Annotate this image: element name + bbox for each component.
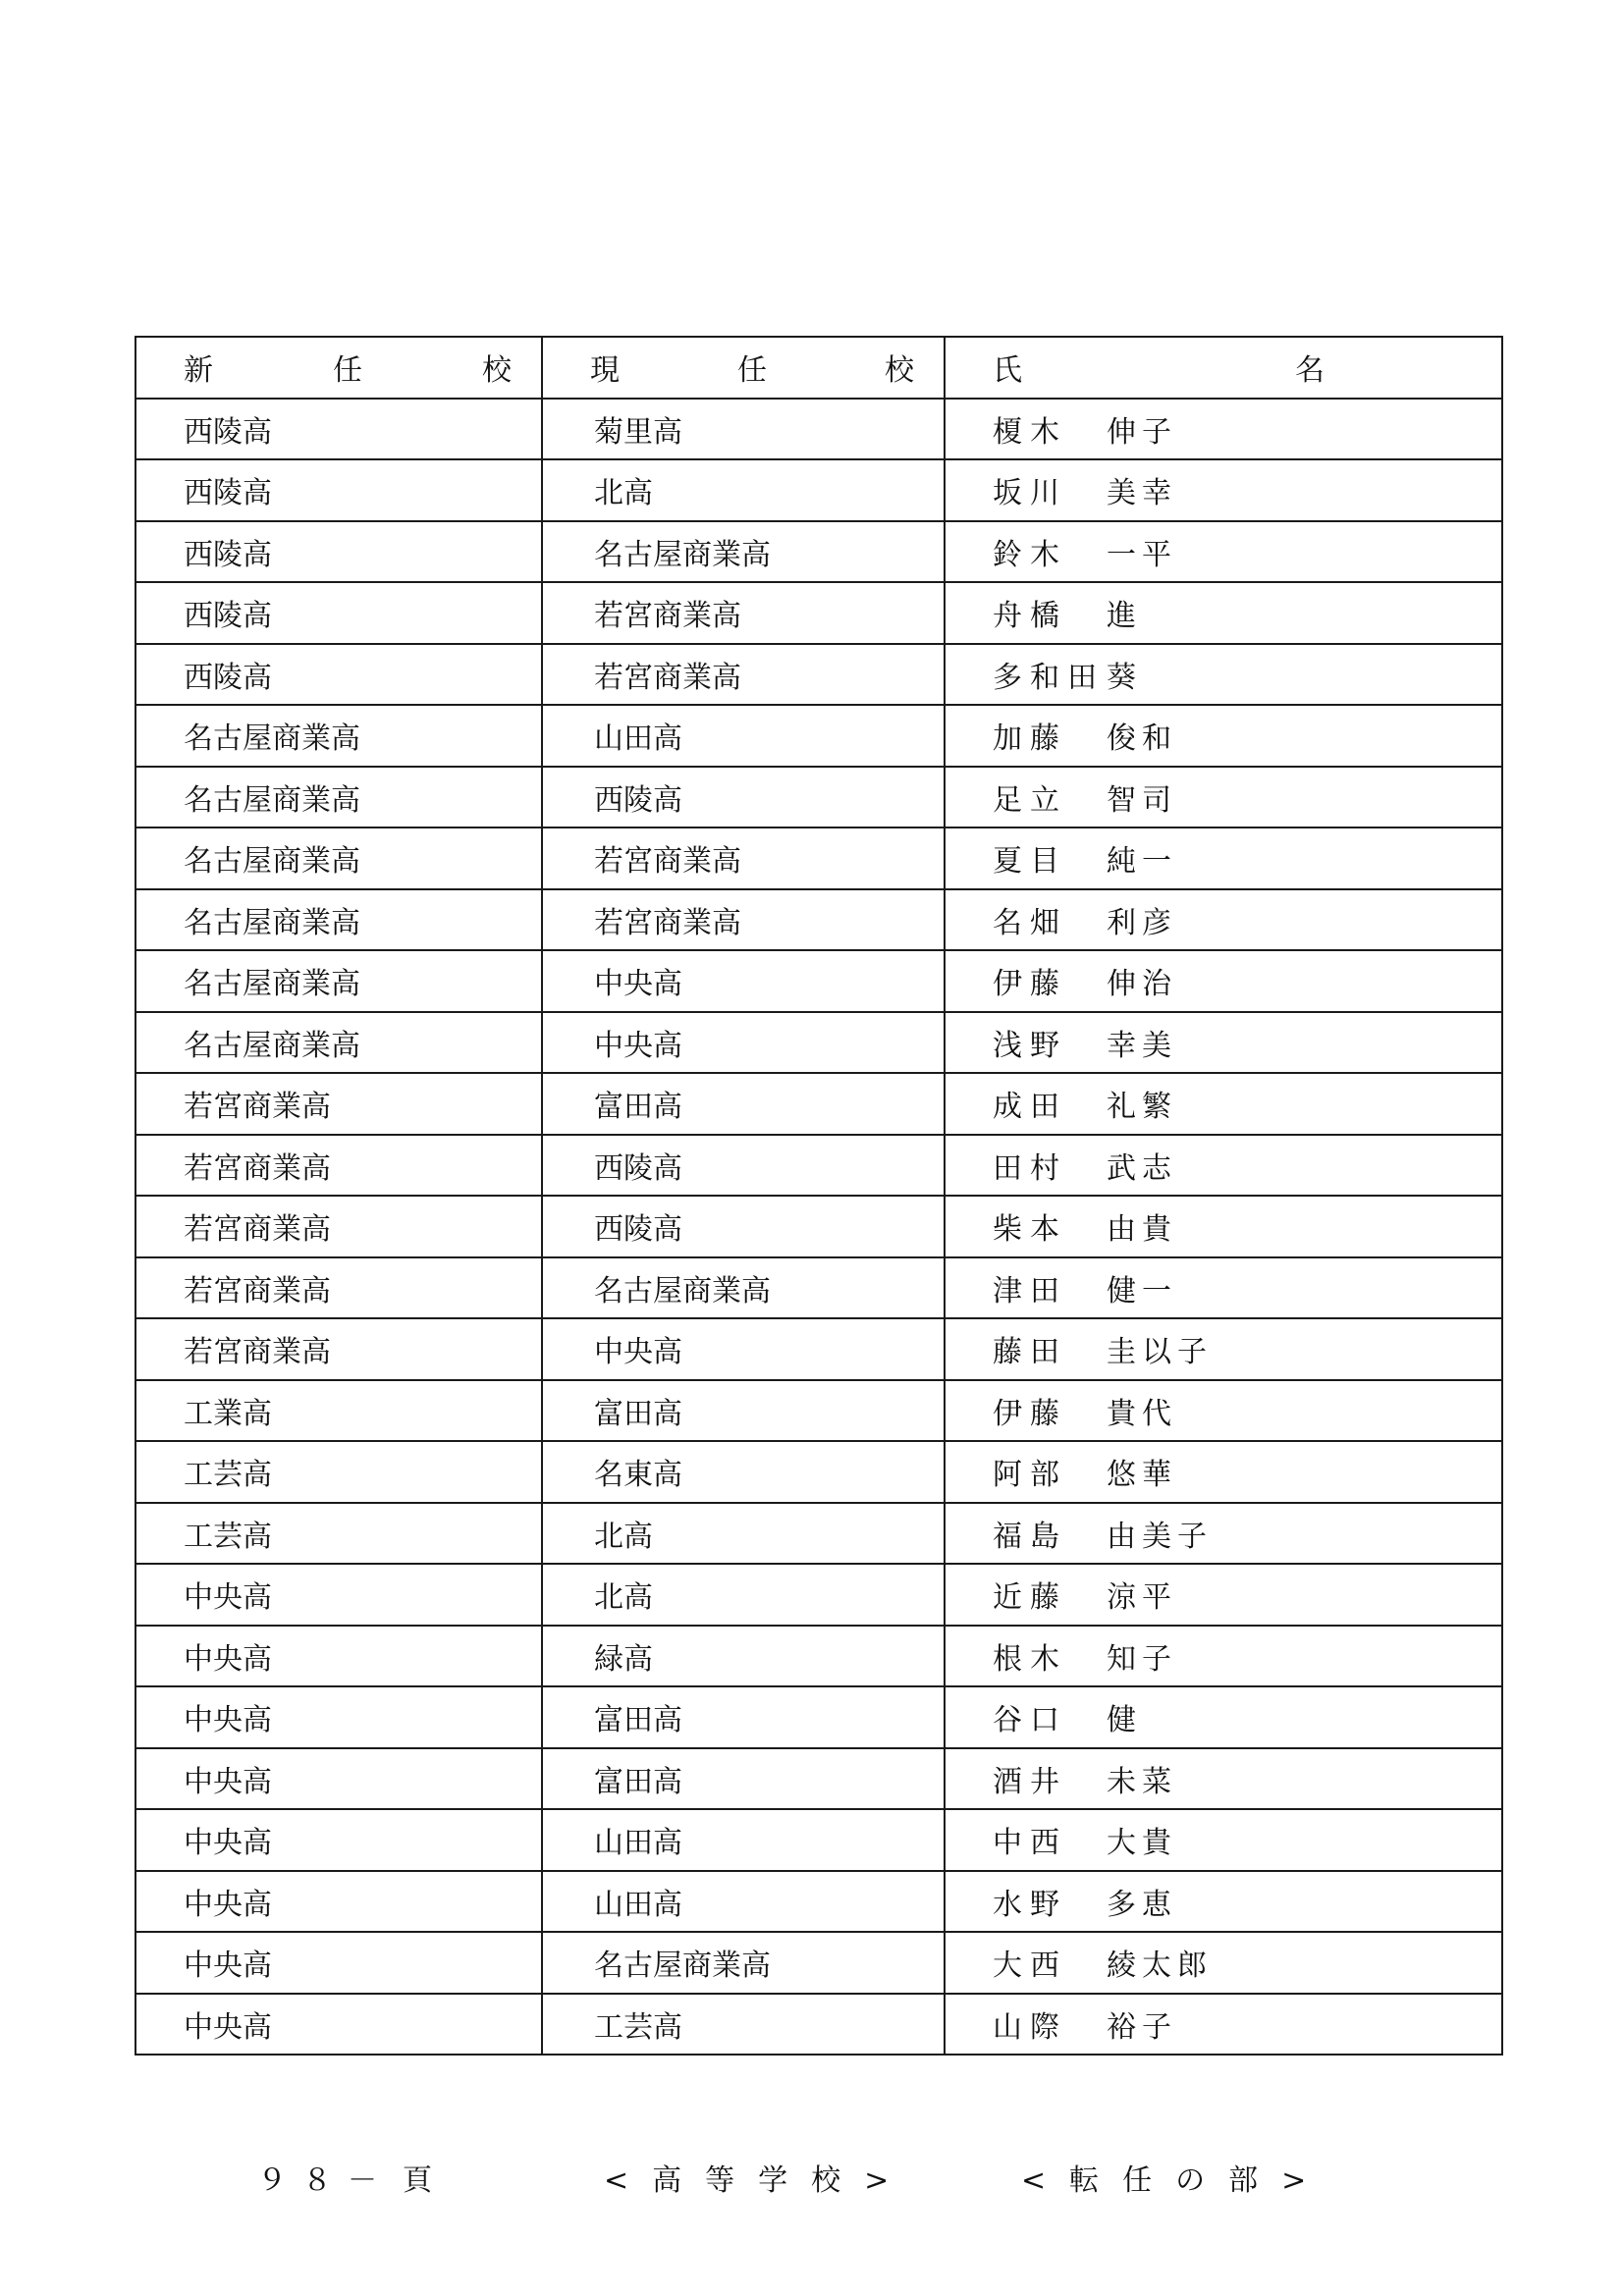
name-cell (945, 1932, 1502, 1994)
new-school-cell: 西陵高 (135, 521, 542, 583)
surname: 坂川 (993, 476, 1067, 511)
name-cell (945, 889, 1502, 951)
table-row (135, 1932, 1502, 1994)
given-name: 葵 (1107, 660, 1142, 695)
current-school-cell: 名古屋商業高 (542, 521, 945, 583)
surname: 鈴木 (993, 537, 1067, 572)
new-school-cell: 西陵高 (135, 582, 542, 644)
new-school-cell: 名古屋商業高 (135, 889, 542, 951)
name-cell (945, 521, 1502, 583)
surname: 阿部 (993, 1458, 1067, 1493)
given-name: 由美子 (1107, 1519, 1213, 1554)
given-name: 俊和 (1107, 721, 1177, 757)
given-name: 利彦 (1107, 905, 1177, 940)
page-footer (0, 2156, 1623, 2203)
table-row (135, 1871, 1502, 1933)
new-school-cell: 若宮商業高 (135, 1135, 542, 1197)
current-school-cell: 富田高 (542, 1073, 945, 1135)
name-cell (945, 1994, 1502, 2056)
new-school-cell: 若宮商業高 (135, 1073, 542, 1135)
name-cell (945, 1809, 1502, 1871)
table-row (135, 767, 1502, 828)
page-unit: 頁 (403, 2163, 456, 2198)
new-school-cell: 中央高 (135, 1626, 542, 1687)
new-school-cell: 西陵高 (135, 644, 542, 706)
name-cell (945, 1135, 1502, 1197)
new-school-cell: 中央高 (135, 1809, 542, 1871)
current-school-cell: 山田高 (542, 1871, 945, 1933)
table-row (135, 705, 1502, 767)
surname: 根木 (993, 1641, 1067, 1677)
current-school-cell: 富田高 (542, 1380, 945, 1442)
new-school-cell: 若宮商業高 (135, 1196, 542, 1257)
new-school-cell: 中央高 (135, 1748, 542, 1810)
current-school-cell: 山田高 (542, 705, 945, 767)
current-school-cell: 工芸高 (542, 1994, 945, 2056)
current-school-cell: 名古屋商業高 (542, 1932, 945, 1994)
table-row (135, 1748, 1502, 1810)
surname: 足立 (993, 782, 1067, 818)
surname: 多和田 (993, 660, 1105, 695)
current-school-cell: 名古屋商業高 (542, 1257, 945, 1319)
current-school-cell: 名東高 (542, 1441, 945, 1503)
table-row (135, 1012, 1502, 1074)
surname: 成田 (993, 1090, 1067, 1125)
header-name: 氏 名 (945, 337, 1502, 399)
current-school-cell: 北高 (542, 1503, 945, 1565)
given-name: 礼繁 (1107, 1090, 1177, 1125)
table-row (135, 1318, 1502, 1380)
page-number: ９８－ (257, 2163, 393, 2198)
surname: 柴本 (993, 1212, 1067, 1248)
new-school-cell: 名古屋商業高 (135, 950, 542, 1012)
given-name: 健 (1107, 1703, 1142, 1738)
header-new-school: 新 任 校 (135, 337, 542, 399)
surname: 水野 (993, 1887, 1067, 1922)
given-name: 大貴 (1107, 1826, 1177, 1861)
current-school-cell: 緑高 (542, 1626, 945, 1687)
surname: 中西 (993, 1826, 1067, 1861)
name-cell (945, 399, 1502, 460)
name-cell (945, 828, 1502, 889)
new-school-cell: 若宮商業高 (135, 1257, 542, 1319)
current-school-cell: 北高 (542, 459, 945, 521)
table-row (135, 1809, 1502, 1871)
given-name: 美幸 (1107, 476, 1177, 511)
given-name: 涼平 (1107, 1580, 1177, 1616)
given-name: 知子 (1107, 1641, 1177, 1677)
surname: 藤田 (993, 1335, 1067, 1370)
current-school-cell: 西陵高 (542, 1135, 945, 1197)
new-school-cell: 名古屋商業高 (135, 767, 542, 828)
new-school-cell: 中央高 (135, 1932, 542, 1994)
given-name: 伸子 (1107, 414, 1177, 450)
current-school-cell: 北高 (542, 1564, 945, 1626)
table-row (135, 644, 1502, 706)
surname: 大西 (993, 1949, 1067, 1984)
name-cell (945, 1257, 1502, 1319)
surname: 加藤 (993, 721, 1067, 757)
new-school-cell: 名古屋商業高 (135, 828, 542, 889)
given-name: 未菜 (1107, 1764, 1177, 1799)
name-cell (945, 1012, 1502, 1074)
table-row (135, 950, 1502, 1012)
name-cell (945, 950, 1502, 1012)
table-row (135, 1135, 1502, 1197)
current-school-cell: 富田高 (542, 1686, 945, 1748)
given-name: 幸美 (1107, 1028, 1177, 1063)
table-row (135, 1564, 1502, 1626)
new-school-cell: 工芸高 (135, 1441, 542, 1503)
surname: 榎木 (993, 414, 1067, 450)
table-row (135, 399, 1502, 460)
name-cell (945, 767, 1502, 828)
given-name: 進 (1107, 599, 1142, 634)
name-cell (945, 1748, 1502, 1810)
current-school-cell: 中央高 (542, 1012, 945, 1074)
surname: 酒井 (993, 1764, 1067, 1799)
surname: 舟橋 (993, 599, 1067, 634)
table-row (135, 1994, 1502, 2056)
table-row (135, 582, 1502, 644)
surname: 谷口 (993, 1703, 1067, 1738)
new-school-cell: 西陵高 (135, 399, 542, 460)
new-school-cell: 工芸高 (135, 1503, 542, 1565)
transfer-table (135, 336, 1503, 2056)
new-school-cell: 若宮商業高 (135, 1318, 542, 1380)
new-school-cell: 名古屋商業高 (135, 705, 542, 767)
name-cell (945, 644, 1502, 706)
header-current-school: 現 任 校 (542, 337, 945, 399)
table-header-row (135, 337, 1502, 399)
name-cell (945, 1441, 1502, 1503)
given-name: 伸治 (1107, 967, 1177, 1002)
table-row (135, 459, 1502, 521)
given-name: 多恵 (1107, 1887, 1177, 1922)
section-label: <転任の部> (1021, 2163, 1330, 2198)
new-school-cell: 中央高 (135, 1686, 542, 1748)
current-school-cell: 山田高 (542, 1809, 945, 1871)
surname: 伊藤 (993, 967, 1067, 1002)
surname: 浅野 (993, 1028, 1067, 1063)
current-school-cell: 富田高 (542, 1748, 945, 1810)
given-name: 健一 (1107, 1273, 1177, 1308)
current-school-cell: 若宮商業高 (542, 582, 945, 644)
current-school-cell: 若宮商業高 (542, 889, 945, 951)
current-school-cell: 菊里高 (542, 399, 945, 460)
name-cell (945, 1073, 1502, 1135)
table-row (135, 521, 1502, 583)
name-cell (945, 1196, 1502, 1257)
table-row (135, 1686, 1502, 1748)
table-row (135, 1380, 1502, 1442)
table-row (135, 889, 1502, 951)
table-row (135, 1257, 1502, 1319)
table-row (135, 828, 1502, 889)
name-cell (945, 1626, 1502, 1687)
new-school-cell: 名古屋商業高 (135, 1012, 542, 1074)
surname: 山際 (993, 2009, 1067, 2045)
name-cell (945, 582, 1502, 644)
table-row (135, 1196, 1502, 1257)
current-school-cell: 西陵高 (542, 767, 945, 828)
new-school-cell: 中央高 (135, 1564, 542, 1626)
given-name: 圭以子 (1107, 1335, 1213, 1370)
surname: 近藤 (993, 1580, 1067, 1616)
current-school-cell: 中央高 (542, 1318, 945, 1380)
new-school-cell: 中央高 (135, 1871, 542, 1933)
new-school-cell: 中央高 (135, 1994, 542, 2056)
table-row (135, 1073, 1502, 1135)
table-row (135, 1503, 1502, 1565)
name-cell (945, 1503, 1502, 1565)
given-name: 裕子 (1107, 2009, 1177, 2045)
school-level-label: <高等学校> (604, 2163, 913, 2198)
current-school-cell: 中央高 (542, 950, 945, 1012)
surname: 夏目 (993, 844, 1067, 880)
name-cell (945, 1380, 1502, 1442)
given-name: 武志 (1107, 1150, 1177, 1186)
new-school-cell: 工業高 (135, 1380, 542, 1442)
given-name: 智司 (1107, 782, 1177, 818)
new-school-cell: 西陵高 (135, 459, 542, 521)
surname: 名畑 (993, 905, 1067, 940)
given-name: 悠華 (1107, 1458, 1177, 1493)
surname: 福島 (993, 1519, 1067, 1554)
table-body (135, 399, 1502, 2056)
name-cell (945, 1686, 1502, 1748)
name-cell (945, 1318, 1502, 1380)
name-cell (945, 1871, 1502, 1933)
surname: 田村 (993, 1150, 1067, 1186)
current-school-cell: 若宮商業高 (542, 644, 945, 706)
name-cell (945, 459, 1502, 521)
current-school-cell: 西陵高 (542, 1196, 945, 1257)
table-row (135, 1441, 1502, 1503)
given-name: 由貴 (1107, 1212, 1177, 1248)
name-cell (945, 705, 1502, 767)
given-name: 純一 (1107, 844, 1177, 880)
name-cell (945, 1564, 1502, 1626)
surname: 津田 (993, 1273, 1067, 1308)
surname: 伊藤 (993, 1396, 1067, 1431)
table-row (135, 1626, 1502, 1687)
current-school-cell: 若宮商業高 (542, 828, 945, 889)
given-name: 一平 (1107, 537, 1177, 572)
given-name: 綾太郎 (1107, 1949, 1213, 1984)
given-name: 貴代 (1107, 1396, 1177, 1431)
